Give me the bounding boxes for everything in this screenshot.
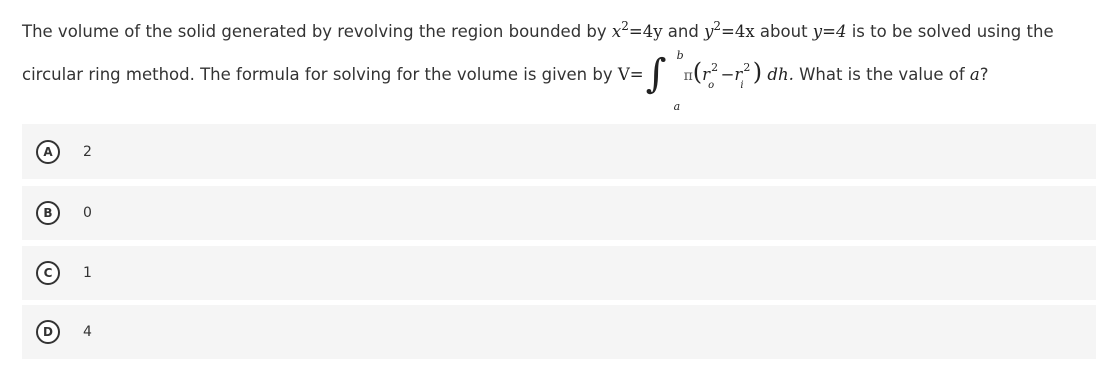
question-text-segment: is to be solved using the: [846, 22, 1054, 41]
math-subscript: i: [740, 80, 744, 91]
option-text: 2: [83, 143, 92, 160]
option-text: 0: [83, 205, 92, 221]
math-var-a: a: [969, 65, 980, 84]
integral-lower-limit: a: [673, 100, 681, 113]
axis-of-revolution: y=4: [812, 22, 847, 41]
question-text-segment: What is the value of: [793, 65, 970, 84]
math-var: x: [611, 22, 622, 41]
outer-radius-term: [702, 61, 719, 91]
question-text-segment: circular ring method. The formula for solving for the volume is given by: [22, 65, 618, 84]
math-var: r: [734, 65, 743, 84]
math-rhs: =4x: [721, 22, 755, 41]
answer-option-a[interactable]: [22, 124, 1096, 179]
close-paren: ): [752, 58, 763, 86]
differential: dh.: [762, 65, 794, 84]
option-letter-badge: B: [36, 201, 60, 225]
question-line-2: [22, 49, 989, 113]
math-exponent: 2: [713, 19, 722, 33]
integral-symbol: [644, 49, 684, 113]
integral-sign: ∫: [645, 51, 667, 97]
question-text-segment: The volume of the solid generated by revolving the region bounded by: [22, 22, 612, 41]
math-exponent: 2: [711, 61, 719, 74]
answer-option-d[interactable]: [22, 305, 1096, 359]
open-paren: (: [692, 58, 703, 86]
question-line-1: [22, 20, 1054, 44]
math-exponent: 2: [743, 61, 751, 74]
option-letter-badge: C: [36, 261, 60, 285]
answer-option-c[interactable]: [22, 246, 1096, 300]
math-subscript: o: [708, 80, 715, 91]
question-mark: ?: [979, 65, 989, 84]
question-text-segment: and: [662, 22, 705, 41]
math-rhs: =4y: [628, 22, 663, 41]
option-letter-badge: D: [36, 320, 60, 344]
integral-upper-limit: b: [676, 49, 684, 62]
math-exponent: 2: [621, 19, 629, 33]
equation-parabola-2: [704, 19, 755, 41]
option-text: 4: [83, 324, 92, 340]
minus-sign: −: [720, 65, 735, 84]
pi-symbol: π: [683, 68, 693, 84]
inner-radius-term: [734, 61, 751, 91]
volume-formula: [617, 49, 794, 113]
option-text: 1: [83, 265, 92, 281]
equation-parabola-1: [611, 19, 663, 41]
math-var: y: [704, 22, 714, 41]
math-var: r: [702, 65, 711, 84]
answer-option-b[interactable]: [22, 186, 1096, 240]
math-lhs: V=: [617, 65, 644, 84]
option-letter-badge: A: [36, 140, 60, 164]
question-text-segment: about: [754, 22, 813, 41]
